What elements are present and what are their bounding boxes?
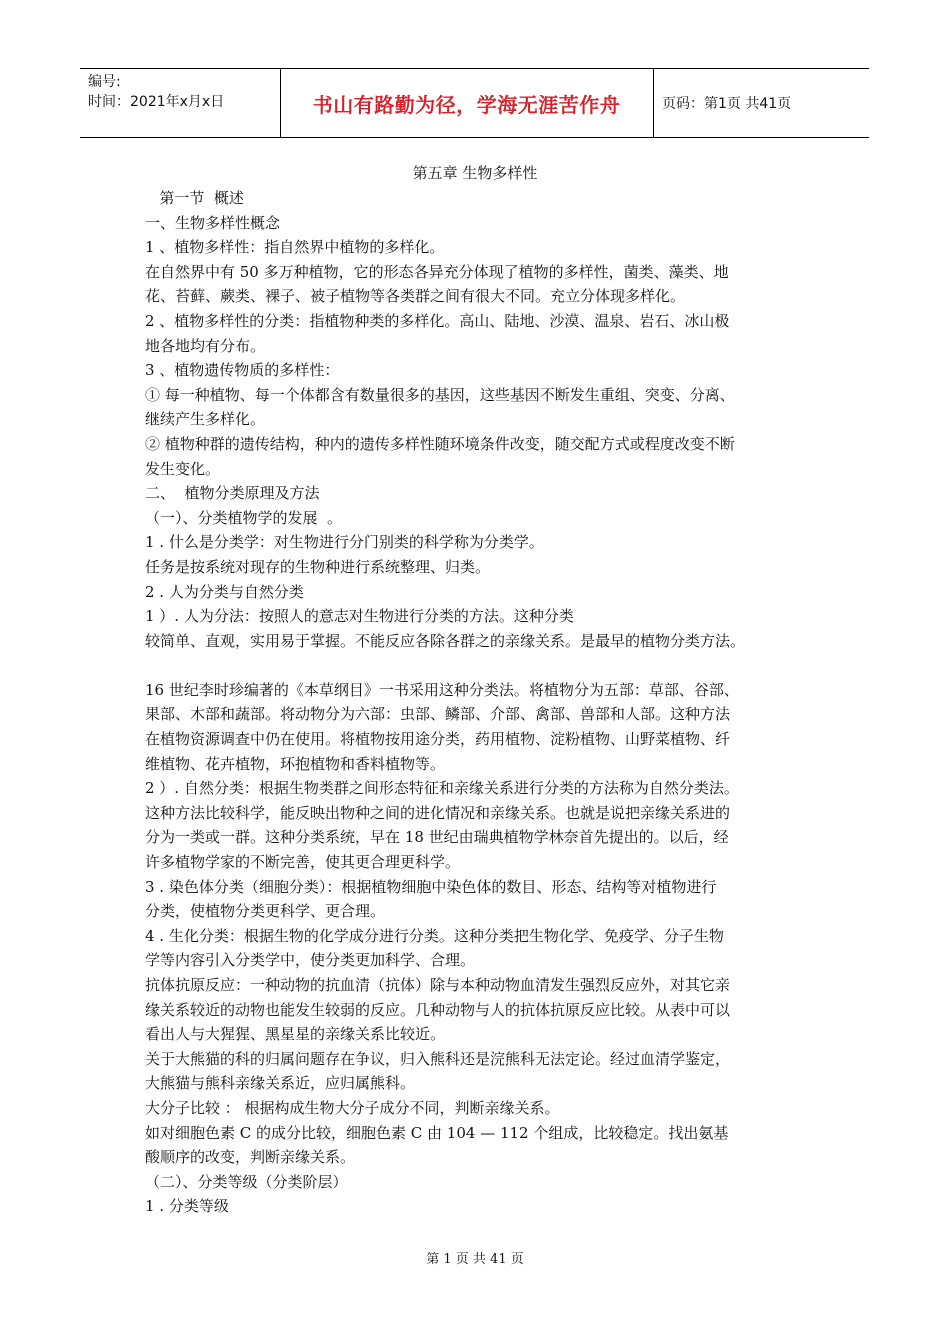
text-line: 发生变化。 [145,459,221,478]
text-line: 在植物资源调查中仍在使用。将植物按用途分类，药用植物、淀粉植物、山野菜植物、纤 [145,730,731,749]
text-line: 1 . 分类等级 [145,1197,229,1216]
text-line: 在自然界中有 50 多万种植物，它的形态各异充分体现了植物的多样性，菌类、藻类、地 [145,262,729,281]
text-line: 第一节 概述 [145,189,244,207]
text-line: 学等内容引入分类学中，使分类更加科学、合理。 [145,951,476,970]
text-line: 关于大熊猫的科的归属问题存在争议，归入熊科还是浣熊科无法定论。经过血清学鉴定， [145,1049,731,1068]
text-line: 分为一类或一群。这种分类系统，早在 18 世纪由瑞典植物学林奈首先提出的。以后，经 [145,828,729,847]
text-line: 较简单、直观，实用易于掌握。不能反应各除各群之的亲缘关系。是最早的植物分类方法。 [145,631,746,650]
text-line: 3 . 染色体分类（细胞分类）：根据植物细胞中染色体的数目、形态、结构等对植物进行 [145,877,717,896]
text-line: 任务是按系统对现存的生物种进行系统整理、归类。 [145,557,491,576]
text-line: 2 ）. 自然分类：根据生物类群之间形态特征和亲缘关系进行分类的方法称为自然分类法。 [145,779,739,798]
header-divider [653,69,654,137]
text-line: （二）、分类等级（分类阶层） [145,1172,348,1191]
text-line: 1 ）. 人为分法：按照人的意志对生物进行分类的方法。这种分类 [145,607,574,626]
chapter-title: 第五章 生物多样性 [412,164,538,182]
text-line: 花、苔藓、蕨类、裸子、被子植物等各类群之间有很大不同。充立分体现多样化。 [145,287,686,306]
text-line: ① 每一种植物、每一个体都含有数量很多的基因，这些基因不断发生重组、突变、分离、 [145,385,735,404]
header-page-info: 页码：第1页 共41页 [662,96,792,112]
text-line: （一）、分类植物学的发展 。 [145,508,343,527]
text-line: 2 . 人为分类与自然分类 [145,582,304,601]
page-footer: 第 1 页 共 41 页 [426,1252,524,1267]
text-line: 分类，使植物分类更科学、更合理。 [145,902,386,921]
text-line: 维植物、花卉植物，环抱植物和香料植物等。 [145,754,446,773]
text-line: 大熊猫与熊科亲缘关系近，应归属熊科。 [145,1074,416,1093]
text-line: 酸顺序的改变，判断亲缘关系。 [145,1148,356,1167]
text-line: 这种方法比较科学，能反映出物种之间的进化情况和亲缘关系。也就是说把亲缘关系进的 [145,803,731,822]
document-date: 时间：2021年x月x日 [88,94,225,110]
text-line: ② 植物种群的遗传结构，种内的遗传多样性随环境条件改变，随交配方式或程度改变不断 [145,434,735,453]
document-number-label: 编号: [88,74,121,90]
header-motto: 书山有路勤为径，学海无涯苦作舟 [312,93,621,117]
header-meta [88,72,278,112]
text-line: 大分子比较 ： 根据构成生物大分子成分不同，判断亲缘关系。 [145,1098,560,1117]
text-line: 16 世纪李时珍编著的《本草纲目》一书采用这种分类法。将植物分为五部：草部、谷部、 [145,680,739,699]
text-line: 4 . 生化分类：根据生物的化学成分进行分类。这种分类把生物化学、免疫学、分子生物 [145,926,724,945]
text-line: 地各地均有分布。 [145,336,266,355]
text-line: 果部、木部和蔬部。将动物分为六部：虫部、鳞部、介部、禽部、兽部和人部。这种方法 [145,705,731,724]
text-line: 一、生物多样性概念 [145,213,281,232]
text-line: 3 、植物遗传物质的多样性： [145,361,340,380]
text-line: 1 、植物多样性：指自然界中植物的多样化。 [145,238,445,257]
text-line: 2 、植物多样性的分类：指植物种类的多样化。高山、陆地、沙漠、温泉、岩石、冰山极 [145,311,730,330]
text-line: 许多植物学家的不断完善，使其更合理更科学。 [145,853,461,872]
text-line [145,653,817,678]
text-line: 如对细胞色素 C 的成分比较，细胞色素 C 由 104 — 112 个组成，比较稳定。找出氨基 [145,1123,729,1142]
text-line: 继续产生多样化。 [145,410,266,429]
text-line: 看出人与大猩猩、黑星星的亲缘关系比较近。 [145,1025,446,1044]
text-line: 二、 植物分类原理及方法 [145,484,320,503]
text-line: 1 . 什么是分类学：对生物进行分门别类的科学称为分类学。 [145,533,544,552]
document-body [145,186,817,1219]
text-line: 抗体抗原反应：一种动物的抗血清（抗体）除与本种动物血清发生强烈反应外，对其它亲 [145,976,731,994]
text-line: 缘关系较近的动物也能发生较弱的反应。几种动物与人的抗体抗原反应比较。从表中可以 [145,1000,731,1019]
header-table [80,68,869,138]
